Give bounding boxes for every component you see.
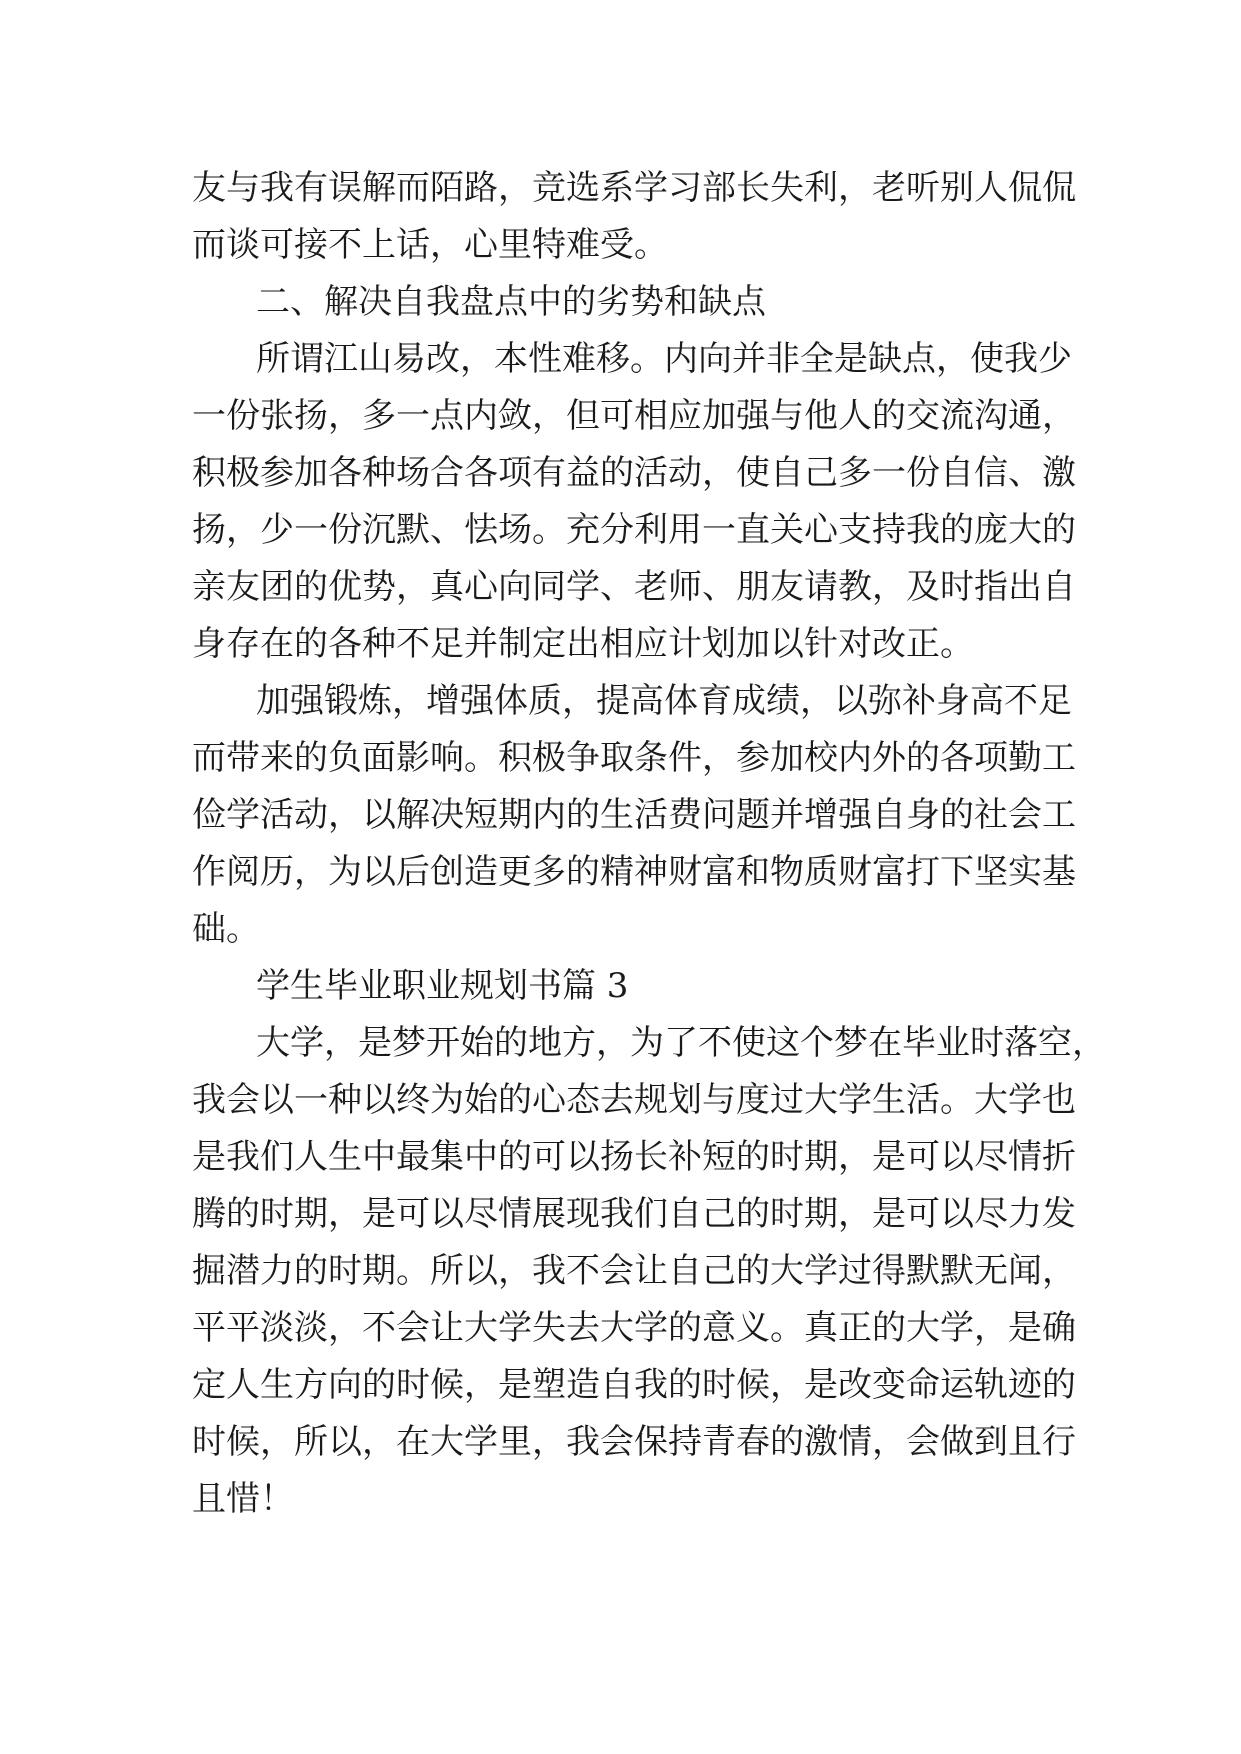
text-line: 作阅历，为以后创造更多的精神财富和物质财富打下坚实基 [192,852,1076,892]
text-line: 所谓江山易改，本性难移。内向并非全是缺点，使我少 [256,339,1072,379]
text-line: 而谈可接不上话，心里特难受。 [192,225,668,265]
text-line: 友与我有误解而陌路，竞选系学习部长失利，老听别人侃侃 [192,168,1076,208]
text-line: 大学，是梦开始的地方，为了不使这个梦在毕业时落空， [256,1023,1106,1063]
heading-line: 二、解决自我盘点中的劣势和缺点 [256,282,766,322]
text-line: 我会以一种以终为始的心态去规划与度过大学生活。大学也 [192,1080,1076,1120]
section-heading [192,274,1056,331]
text-line: 俭学活动，以解决短期内的生活费问题并增强自身的社会工 [192,795,1076,835]
text-line: 腾的时期，是可以尽情展现我们自己的时期，是可以尽力发 [192,1194,1076,1234]
text-line: 掘潜力的时期。所以，我不会让自己的大学过得默默无闻， [192,1251,1076,1291]
text-line: 加强锻炼，增强体质，提高体育成绩，以弥补身高不足 [256,681,1072,721]
text-line: 而带来的负面影响。积极争取条件，参加校内外的各项勤工 [192,738,1076,778]
document-body [192,160,1106,1528]
paragraph-continuation [192,160,1076,274]
paragraph [192,673,1076,958]
text-line: 亲友团的优势，真心向同学、老师、朋友请教，及时指出自 [192,567,1076,607]
text-line: 定人生方向的时候，是塑造自我的时候，是改变命运轨迹的 [192,1365,1076,1405]
paragraph [192,331,1076,673]
text-line: 积极参加各种场合各项有益的活动，使自己多一份自信、激 [192,453,1076,493]
title-line: 学生毕业职业规划书篇 3 [256,966,629,1006]
text-line: 平平淡淡，不会让大学失去大学的意义。真正的大学，是确 [192,1308,1076,1348]
text-line: 础。 [192,909,260,949]
text-line: 身存在的各种不足并制定出相应计划加以针对改正。 [192,624,974,664]
text-line: 且惜！ [192,1479,294,1519]
text-line: 是我们人生中最集中的可以扬长补短的时期，是可以尽情折 [192,1137,1076,1177]
text-line: 时候，所以，在大学里，我会保持青春的激情，会做到且行 [192,1422,1076,1462]
paragraph [192,1015,1106,1528]
text-line: 扬，少一份沉默、怯场。充分利用一直关心支持我的庞大的 [192,510,1076,550]
section-title [192,958,1056,1015]
text-line: 一份张扬，多一点内敛，但可相应加强与他人的交流沟通， [192,396,1076,436]
